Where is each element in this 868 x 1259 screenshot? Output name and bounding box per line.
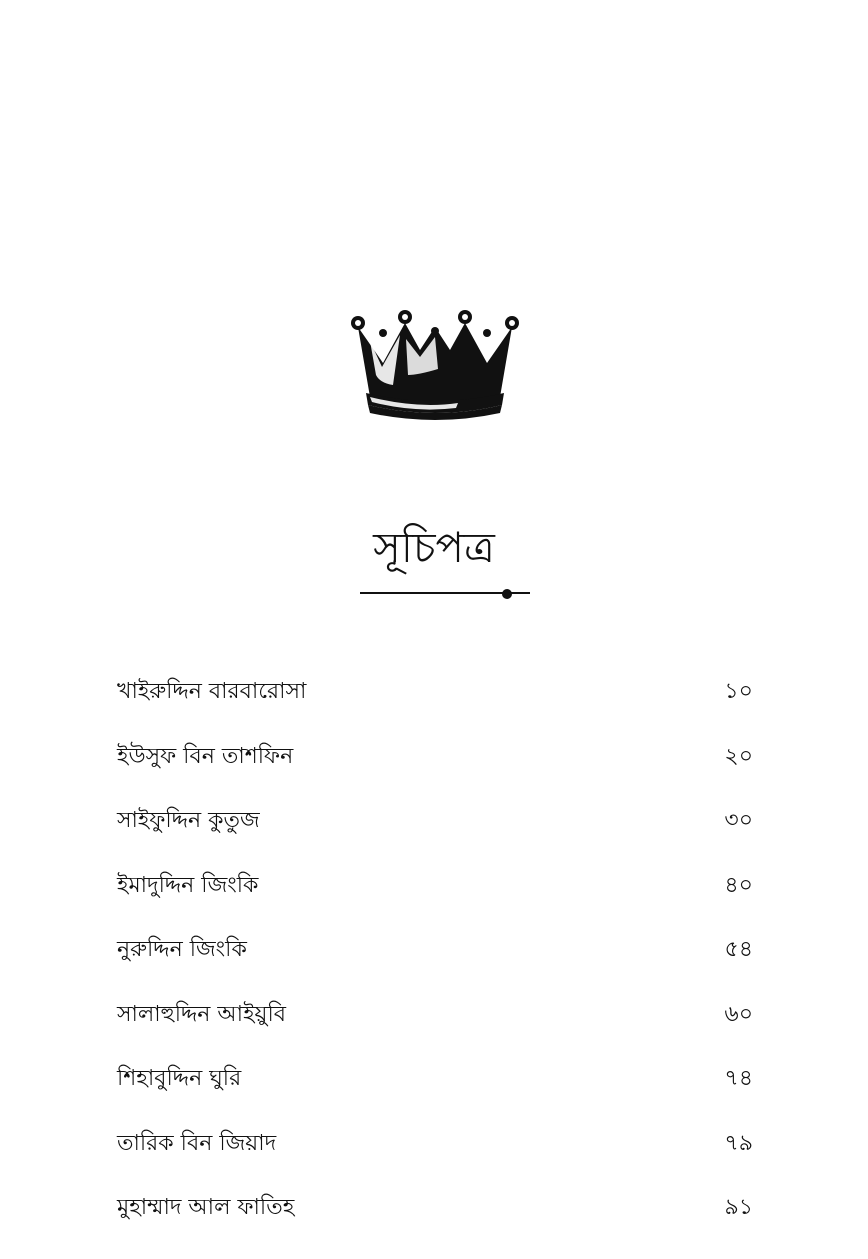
toc-entry-page: ৭৯ [724,1130,753,1156]
toc-entry-page: ৬০ [724,1001,753,1027]
toc-entry[interactable] [117,854,753,919]
toc-entry[interactable] [117,983,753,1048]
toc-entry-page: ৭৪ [724,1066,753,1092]
toc-entry-title: শিহাবুদ্দিন ঘুরি [117,1066,242,1092]
table-of-contents [117,660,753,1241]
toc-entry-title: নুরুদ্দিন জিংকি [117,937,247,963]
toc-entry[interactable] [117,725,753,790]
toc-entry-title: খাইরুদ্দিন বারবারোসা [117,679,307,705]
divider-dot-icon [360,586,530,600]
toc-entry[interactable] [117,1176,753,1241]
toc-entry-page: ৫৪ [724,937,753,963]
toc-entry-title: মুহাম্মাদ আল ফাতিহ [117,1195,295,1221]
toc-entry-page: ১০ [724,679,753,705]
toc-entry[interactable] [117,918,753,983]
toc-entry-title: তারিক বিন জিয়াদ [117,1130,277,1156]
crown-icon [348,305,523,420]
toc-entry-title: ইউসুফ বিন তাশফিন [117,743,294,769]
toc-entry-title: ইমাদুদ্দিন জিংকি [117,872,259,898]
toc-entry-title: সালাহুদ্দিন আইয়ুবি [117,1001,287,1027]
toc-entry[interactable] [117,660,753,725]
toc-entry[interactable] [117,789,753,854]
toc-entry-page: ২০ [724,743,753,769]
toc-entry-page: ৯১ [724,1195,753,1221]
page-title: সূচিপত্র [373,523,495,572]
toc-entry-page: ৩০ [724,808,753,834]
toc-entry[interactable] [117,1047,753,1112]
toc-entry[interactable] [117,1112,753,1177]
toc-entry-title: সাইফুদ্দিন কুতুজ [117,808,260,834]
toc-entry-page: ৪০ [724,872,753,898]
